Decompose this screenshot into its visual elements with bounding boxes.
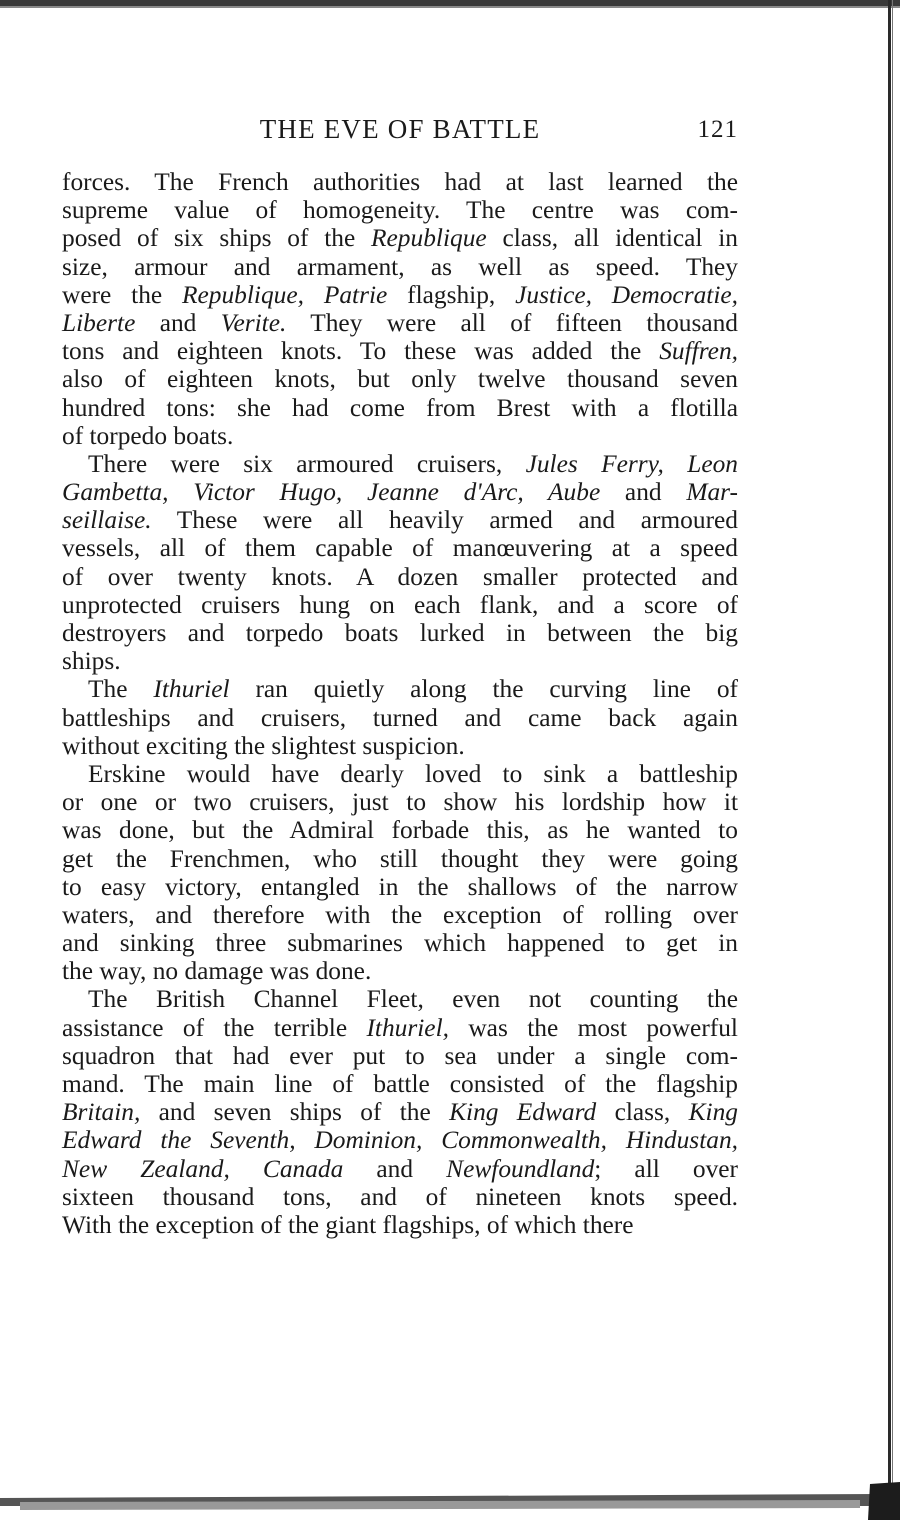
text-run: of over twenty knots. A dozen smaller protected and xyxy=(62,562,738,591)
text-line xyxy=(62,873,738,901)
text-run: or one or two cruisers, just to show his lordship how it xyxy=(62,788,738,817)
text-line xyxy=(62,704,738,732)
text-line xyxy=(62,675,738,703)
text-run: also of eighteen knots, but only twelve thousand seven xyxy=(62,365,738,394)
paragraph xyxy=(62,675,738,760)
text-run: and xyxy=(600,478,687,507)
text-run: of torpedo boats. xyxy=(62,421,234,450)
italic-text: Suffren, xyxy=(659,337,738,366)
text-line xyxy=(62,1014,738,1042)
text-run: size, armour and armament, as well as speed. They xyxy=(62,252,738,281)
text-run: were the xyxy=(62,280,183,309)
text-run: ran quietly along the curving line of xyxy=(229,675,738,704)
text-run: forces. The French authorities had at last learned the xyxy=(62,168,738,196)
text-line xyxy=(62,196,738,224)
text-line xyxy=(62,760,738,788)
text-run: The xyxy=(88,675,154,704)
text-run: class, xyxy=(596,1098,689,1127)
text-run: With the exception of the giant flagships, of which there xyxy=(62,1210,634,1239)
text-line xyxy=(62,901,738,929)
paragraph xyxy=(62,985,738,1239)
text-line xyxy=(62,478,738,506)
text-run: These were all heavily armed and armoured xyxy=(151,506,738,535)
text-line xyxy=(62,450,738,478)
scan-right-edge xyxy=(884,0,900,1520)
text-line xyxy=(62,845,738,873)
text-run: flagship, xyxy=(387,280,516,309)
text-line xyxy=(62,1211,738,1239)
text-run: mand. The main line of battle consisted of the flagship xyxy=(62,1070,738,1098)
text-run: and xyxy=(135,308,221,337)
text-run: was the most powerful xyxy=(448,1013,738,1042)
italic-text: Mar- xyxy=(686,478,738,507)
text-run: the way, no damage was done. xyxy=(62,957,372,986)
text-line xyxy=(62,732,738,760)
text-run: There were six armoured cruisers, xyxy=(88,449,526,478)
scan-bottom-edge xyxy=(0,1480,900,1520)
italic-text: seillaise. xyxy=(62,506,152,535)
text-line xyxy=(62,788,738,816)
italic-text: Edward the Seventh, Dominion, Commonwealth, Hindustan, xyxy=(62,1126,738,1155)
text-line xyxy=(62,168,738,196)
text-run: They were all of fifteen thousand xyxy=(286,308,739,337)
text-run: squadron that had ever put to sea under a single com- xyxy=(62,1041,738,1070)
text-line xyxy=(62,1042,738,1070)
paragraph xyxy=(62,450,738,676)
italic-text: Ithuriel xyxy=(153,675,230,704)
text-run: to easy victory, entangled in the shallows of the narrow xyxy=(62,872,738,901)
scan-top-edge xyxy=(0,0,900,14)
text-line xyxy=(62,365,738,393)
page-number: 121 xyxy=(697,116,738,143)
text-line xyxy=(62,563,738,591)
italic-text: King Edward xyxy=(449,1098,597,1127)
text-line xyxy=(62,224,738,252)
italic-text: Liberte xyxy=(62,308,136,337)
running-head: THE EVE OF BATTLE xyxy=(259,114,541,144)
text-run: without exciting the slightest suspicion. xyxy=(62,731,465,760)
italic-text: Gambetta, Victor Hugo, Jeanne d'Arc, Aube xyxy=(62,478,601,507)
text-line xyxy=(62,422,738,450)
text-line xyxy=(62,647,738,675)
text-line xyxy=(62,534,738,562)
text-line xyxy=(62,591,738,619)
text-run: waters, and therefore with the exception of rolling over xyxy=(62,900,738,929)
text-line xyxy=(62,816,738,844)
text-line xyxy=(62,929,738,957)
text-line xyxy=(62,1098,738,1126)
italic-text: Republique xyxy=(371,224,487,253)
text-run: and seven ships of the xyxy=(140,1098,450,1127)
italic-text: Justice, Democratie, xyxy=(515,280,738,309)
text-run: ships. xyxy=(62,647,121,676)
text-run: unprotected cruisers hung on each flank, and a score of xyxy=(62,590,738,619)
paragraph xyxy=(62,168,738,450)
text-line xyxy=(62,957,738,985)
italic-text: Ithuriel, xyxy=(366,1013,449,1042)
page-header xyxy=(62,112,738,146)
text-line xyxy=(62,619,738,647)
body-text xyxy=(62,168,738,1239)
text-run: was done, but the Admiral forbade this, as he wanted to xyxy=(62,816,738,845)
italic-text: King xyxy=(688,1098,738,1127)
text-line xyxy=(62,253,738,281)
text-run: hundred tons: she had come from Brest with a flotilla xyxy=(62,393,738,422)
text-run: sixteen thousand tons, and of nineteen knots speed. xyxy=(62,1182,738,1211)
text-run: assistance of the terrible xyxy=(62,1013,367,1042)
text-run: and sinking three submarines which happened to get in xyxy=(62,929,738,958)
text-line xyxy=(62,1155,738,1183)
text-run: class, all identical in xyxy=(486,224,739,253)
text-run: The British Channel Fleet, even not counting the xyxy=(88,985,738,1014)
text-line xyxy=(62,309,738,337)
text-run: battleships and cruisers, turned and came back again xyxy=(62,703,738,732)
text-run: and xyxy=(343,1154,447,1183)
text-line xyxy=(62,281,738,309)
text-run: posed of six ships of the xyxy=(62,224,372,253)
text-line xyxy=(62,1070,738,1098)
text-run: Erskine would have dearly loved to sink a battleship xyxy=(88,759,738,788)
text-line xyxy=(62,337,738,365)
paragraph xyxy=(62,760,738,986)
text-run: get the Frenchmen, who still thought they were going xyxy=(62,844,738,873)
italic-text: Verite. xyxy=(220,308,287,337)
text-run: tons and eighteen knots. To these was added the xyxy=(62,337,660,366)
text-run: destroyers and torpedo boats lurked in between the big xyxy=(62,619,738,647)
italic-text: Jules Ferry, Leon xyxy=(525,449,738,478)
text-line xyxy=(62,1183,738,1211)
text-run: supreme value of homogeneity. The centre was com- xyxy=(62,196,738,225)
text-run: vessels, all of them capable of manœuvering at a speed xyxy=(62,534,738,563)
italic-text: Newfoundland xyxy=(446,1154,595,1183)
italic-text: New Zealand, Canada xyxy=(62,1154,344,1183)
text-line xyxy=(62,985,738,1013)
text-line xyxy=(62,1126,738,1154)
italic-text: Britain, xyxy=(62,1098,141,1127)
text-line xyxy=(62,394,738,422)
text-run: ; all over xyxy=(594,1154,739,1183)
text-line xyxy=(62,506,738,534)
italic-text: Republique, Patrie xyxy=(182,280,388,309)
